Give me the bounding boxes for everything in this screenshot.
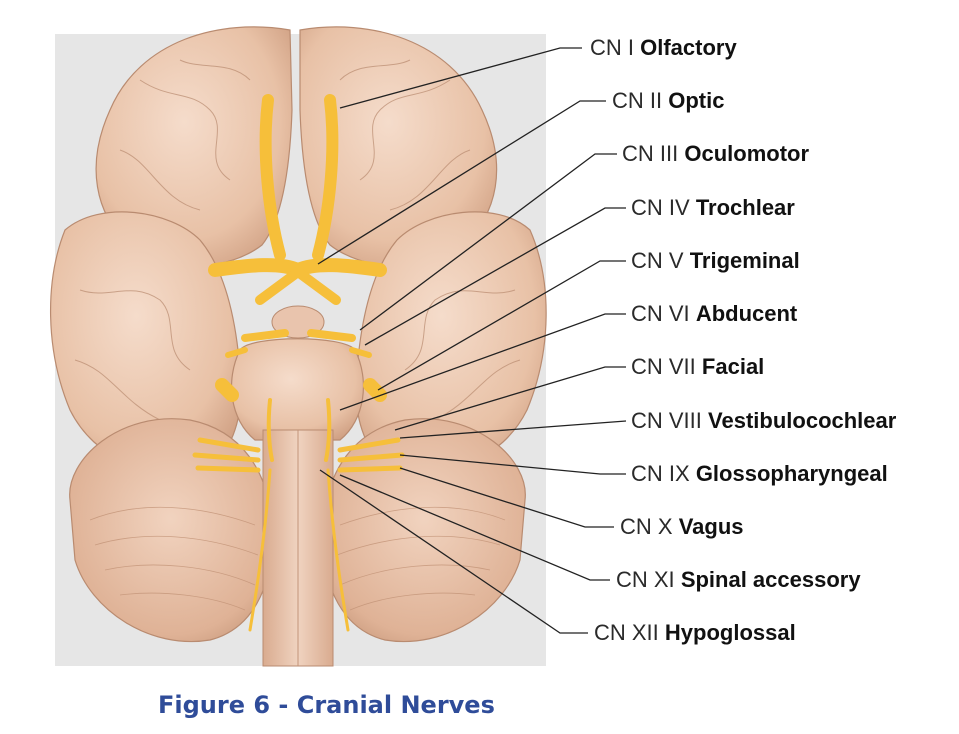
label-code: CN V bbox=[631, 248, 684, 273]
figure-caption: Figure 6 - Cranial Nerves bbox=[158, 691, 495, 719]
label-name: Hypoglossal bbox=[664, 620, 796, 645]
label-cn-iv bbox=[631, 197, 795, 219]
label-code: CN IX bbox=[631, 461, 690, 486]
label-code: CN XI bbox=[616, 567, 675, 592]
label-name: Trochlear bbox=[695, 195, 795, 220]
label-cn-x bbox=[620, 516, 744, 538]
label-cn-viii bbox=[631, 410, 896, 432]
label-name: Olfactory bbox=[640, 35, 737, 60]
label-name: Trigeminal bbox=[689, 248, 800, 273]
label-code: CN IV bbox=[631, 195, 690, 220]
label-code: CN VIII bbox=[631, 408, 702, 433]
label-cn-xii bbox=[594, 622, 796, 644]
label-cn-ii bbox=[612, 90, 724, 112]
label-code: CN X bbox=[620, 514, 673, 539]
label-name: Vagus bbox=[678, 514, 744, 539]
label-name: Facial bbox=[701, 354, 765, 379]
label-cn-vi bbox=[631, 303, 797, 325]
label-code: CN II bbox=[612, 88, 663, 113]
label-code: CN VII bbox=[631, 354, 696, 379]
label-name: Glossopharyngeal bbox=[695, 461, 888, 486]
label-cn-iii bbox=[622, 143, 809, 165]
label-cn-vii bbox=[631, 356, 764, 378]
label-code: CN I bbox=[590, 35, 634, 60]
label-name: Optic bbox=[668, 88, 725, 113]
label-code: CN VI bbox=[631, 301, 690, 326]
label-name: Vestibulocochlear bbox=[708, 408, 897, 433]
pons bbox=[232, 339, 364, 440]
label-code: CN III bbox=[622, 141, 679, 166]
label-code: CN XII bbox=[594, 620, 659, 645]
label-name: Oculomotor bbox=[684, 141, 810, 166]
label-name: Spinal accessory bbox=[680, 567, 861, 592]
label-cn-v bbox=[631, 250, 800, 272]
label-name: Abducent bbox=[695, 301, 798, 326]
label-cn-ix bbox=[631, 463, 888, 485]
label-cn-i bbox=[590, 37, 737, 59]
label-cn-xi bbox=[616, 569, 861, 591]
